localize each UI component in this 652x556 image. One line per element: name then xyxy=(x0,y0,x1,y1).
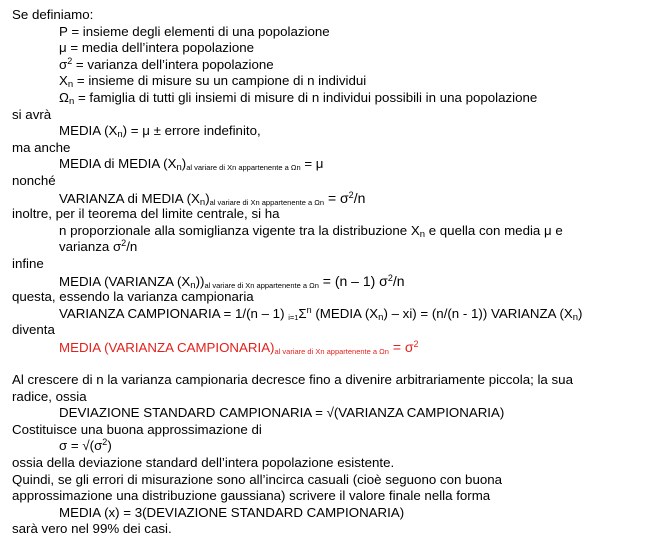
formula-highlighted xyxy=(0,339,652,356)
intro-line: Se definiamo: xyxy=(12,7,94,22)
text-line: inoltre, per il teorema del limite centrale, si ha xyxy=(12,206,280,222)
definition-text: = insieme di misure su un campione di n individui xyxy=(73,73,367,89)
subscript-range: al variare di Xn appartenente a Ωn xyxy=(274,346,389,356)
definition-symbol: P xyxy=(59,23,68,39)
body-text: e quella con media μ e xyxy=(425,222,563,238)
subscript: n xyxy=(378,311,384,323)
superscript: 2 xyxy=(387,272,393,283)
formula-text: MEDIA (VARIANZA CAMPIONARIA) xyxy=(59,339,275,355)
text-line: infine xyxy=(12,255,44,271)
text-line: Costituisce una buona approssimazione di xyxy=(12,421,262,437)
definition-text: = media dell’intera popolazione xyxy=(66,40,255,56)
text-line: ossia della deviazione standard dell’intera popolazione esistente. xyxy=(12,455,395,471)
formula-text: Σ xyxy=(298,305,307,321)
formula-text: MEDIA di MEDIA (X xyxy=(59,156,177,172)
subscript: n xyxy=(199,196,206,208)
text-line-indented xyxy=(0,239,652,256)
text-line-indented xyxy=(0,223,652,240)
text-line: si avrà xyxy=(12,106,52,122)
formula-media-x: MEDIA (x) = 3(DEVIAZIONE STANDARD CAMPIONARIA) xyxy=(59,504,405,520)
formula-media-varianza xyxy=(0,273,652,290)
formula-deviazione-standard: DEVIAZIONE STANDARD CAMPIONARIA = √(VARIANZA CAMPIONARIA) xyxy=(59,405,505,421)
subscript-range: al variare di Xn appartenente a Ωn xyxy=(209,197,325,207)
superscript: 2 xyxy=(102,437,108,448)
definition-text: = varianza dell’intera popolazione xyxy=(72,56,274,72)
definition-symbol: σ xyxy=(59,56,68,72)
formula-text: = σ xyxy=(324,189,349,206)
subscript: n xyxy=(419,228,425,240)
subscript: n xyxy=(176,162,182,174)
body-text: n proporzionale alla somiglianza vigente tra la distribuzione X xyxy=(59,222,420,238)
formula-text: MEDIA (VARIANZA (X xyxy=(59,273,191,289)
text-line: ma anche xyxy=(12,139,71,155)
body-text: varianza σ xyxy=(59,239,122,255)
formula-text: = μ xyxy=(300,156,324,172)
formula-text: /n xyxy=(353,189,366,206)
definition-text: = insieme degli elementi di una popolazione xyxy=(67,23,330,39)
formula-media xyxy=(0,123,652,140)
subscript: n xyxy=(190,279,196,291)
formula-text: ) xyxy=(181,156,187,172)
superscript: n xyxy=(306,304,312,315)
superscript: 2 xyxy=(413,338,419,349)
formula-sigma xyxy=(0,438,652,455)
formula-text: = (n – 1) σ xyxy=(318,272,388,289)
superscript: 2 xyxy=(348,189,354,200)
text-line: questa, essendo la varianza campionaria xyxy=(12,289,254,305)
spacer xyxy=(0,355,652,372)
subscript: n xyxy=(67,79,74,91)
definition-symbol: μ xyxy=(59,40,67,56)
subscript: n xyxy=(572,311,579,323)
definition-line-omega xyxy=(0,90,652,107)
formula-text: VARIANZA CAMPIONARIA = 1/(n – 1) xyxy=(59,305,289,321)
subscript: n xyxy=(68,95,75,107)
definition-symbol: Ω xyxy=(59,89,69,105)
formula-text: ) – xi) = (n/(n - 1)) VARIANZA (X xyxy=(383,305,573,321)
definition-line-sigma xyxy=(0,57,652,74)
text-line: diventa xyxy=(12,322,55,338)
subscript-range: al variare di Xn appartenente a Ωn xyxy=(204,280,319,290)
definition-line-mu xyxy=(0,40,652,57)
text-line: radice, ossia xyxy=(12,388,87,404)
formula-varianza-campionaria xyxy=(0,306,652,323)
definition-text: = famiglia di tutti gli insiemi di misure di n individui possibili in una popolazione xyxy=(74,89,538,105)
formula-text: σ = √(σ xyxy=(59,438,103,454)
text-line: Quindi, se gli errori di misurazione sono all’incirca casuali (cioè seguono con buona xyxy=(12,471,503,487)
text-line: sarà vero nel 99% dei casi. xyxy=(12,521,172,537)
formula-media-di-media xyxy=(0,156,652,173)
formula-text: (MEDIA (X xyxy=(311,305,379,321)
formula-text: ) xyxy=(205,190,210,206)
subscript: n xyxy=(117,129,123,141)
formula-text: ) = μ ± errore indefinito, xyxy=(122,123,261,139)
body-text: /n xyxy=(126,239,138,255)
superscript: 2 xyxy=(67,55,73,66)
definition-line-xn xyxy=(0,73,652,90)
subscript: i=1 xyxy=(288,312,299,322)
formula-text: = σ xyxy=(388,338,414,355)
text-line: approssimazione una distribuzione gaussiana) scrivere il valore finale nella forma xyxy=(12,488,491,504)
formula-text: MEDIA (X xyxy=(59,123,118,139)
text-line: Al crescere di n la varianza campionaria decresce fino a divenire arbitrariamente piccola; la sua xyxy=(12,372,573,388)
formula-text: ) xyxy=(107,438,112,454)
definition-symbol: X xyxy=(59,73,68,89)
formula-varianza-di-media xyxy=(0,190,652,207)
text-line: nonché xyxy=(12,172,56,188)
subscript-range: al variare di Xn appartenente a Ωn xyxy=(186,163,301,173)
formula-text: )) xyxy=(195,273,205,289)
definition-line-p xyxy=(0,24,652,41)
formula-text: VARIANZA di MEDIA (X xyxy=(59,190,200,206)
superscript: 2 xyxy=(121,238,127,249)
formula-text: ) xyxy=(578,305,583,321)
formula-text: /n xyxy=(392,272,405,289)
